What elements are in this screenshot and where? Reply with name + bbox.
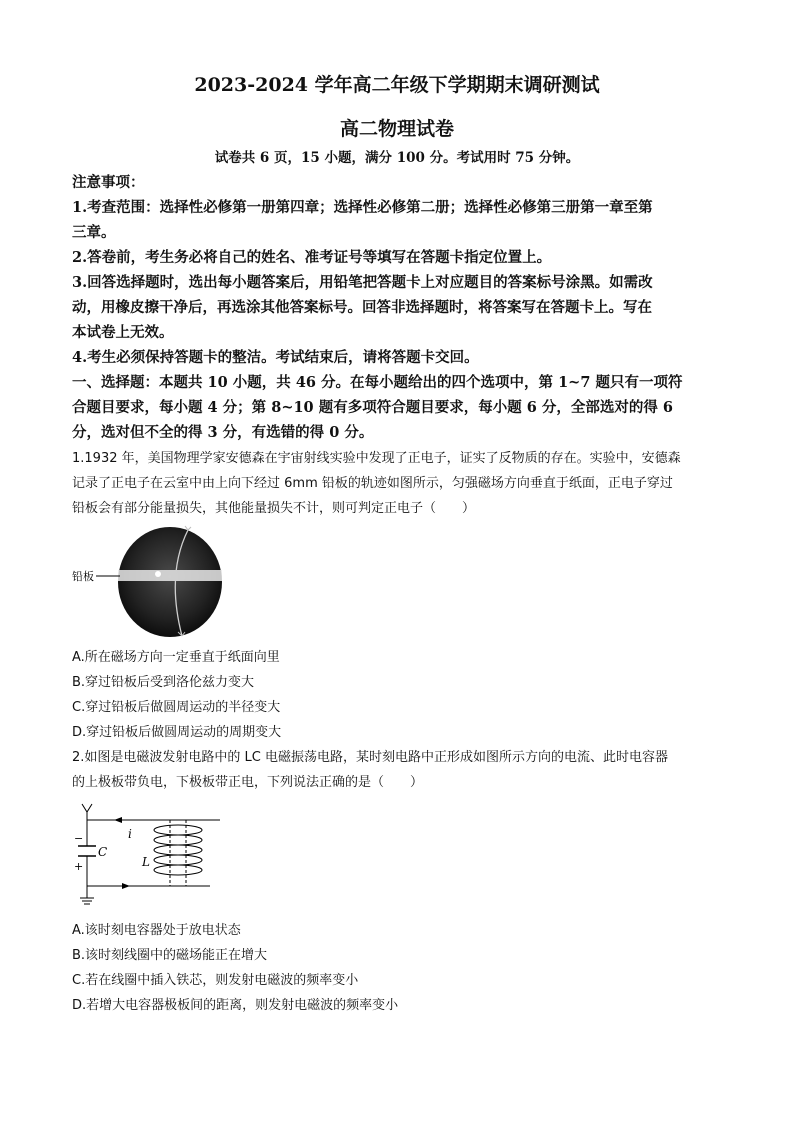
q1-option-a: A.所在磁场方向一定垂直于纸面向里 bbox=[72, 650, 280, 665]
current-label: i bbox=[128, 827, 132, 841]
q1-stem-line-2: 记录了正电子在云室中由上向下经过 6mm 铅板的轨迹如图所示，匀强磁场方向垂直于纸面，正电子穿过 bbox=[72, 476, 673, 491]
exam-info: 试卷共 6 页，15 小题，满分 100 分。考试用时 75 分钟。 bbox=[214, 150, 580, 166]
lead-plate bbox=[118, 570, 222, 581]
section1-line-2: 合题目要求，每小题 4 分；第 8~10 题有多项符合题目要求，每小题 6 分，全部选对的得 6 bbox=[72, 399, 674, 416]
note-2: 2.答卷前，考生务必将自己的姓名、准考证号等填写在答题卡指定位置上。 bbox=[72, 249, 552, 266]
q2-option-d: D.若增大电容器极板间的距离，则发射电磁波的频率变小 bbox=[72, 998, 399, 1013]
q2-stem-line-2: 的上极板带负电，下极板带正电，下列说法正确的是（ ） bbox=[72, 775, 424, 790]
question-1-stem bbox=[72, 446, 722, 521]
lc-circuit-figure bbox=[70, 798, 220, 918]
current-arrow-bottom bbox=[122, 883, 130, 889]
track-mark bbox=[155, 571, 161, 577]
antenna-icon bbox=[82, 804, 92, 820]
notes-section bbox=[72, 170, 722, 445]
exam-title: 2023-2024 学年高二年级下学期期末调研测试 bbox=[194, 74, 600, 96]
q1-stem-line-3: 铅板会有部分能量损失，其他能量损失不计，则可判定正电子（ ） bbox=[72, 501, 476, 516]
note-3-line-1: 3.回答选择题时，选出每小题答案后，用铅笔把答题卡上对应题目的答案标号涂黑。如需改 bbox=[72, 274, 653, 291]
note-4: 4.考生必须保持答题卡的整洁。考试结束后，请将答题卡交回。 bbox=[72, 349, 479, 366]
question-1-options bbox=[72, 645, 722, 745]
q1-option-b: B.穿过铅板后受到洛伦兹力变大 bbox=[72, 675, 255, 690]
q1-option-d: D.穿过铅板后做圆周运动的周期变大 bbox=[72, 725, 282, 740]
q2-option-c: C.若在线圈中插入铁芯，则发射电磁波的频率变小 bbox=[72, 973, 359, 988]
note-1-line-1: 1.考查范围：选择性必修第一册第四章；选择性必修第二册；选择性必修第三册第一章至第 bbox=[72, 199, 653, 216]
q2-option-a: A.该时刻电容器处于放电状态 bbox=[72, 923, 241, 938]
cloud-chamber-figure bbox=[70, 524, 230, 642]
question-2-options bbox=[72, 918, 722, 1018]
q2-stem-line-1: 2.如图是电磁波发射电路中的 LC 电磁振荡电路，某时刻电路中正形成如图所示方向的电流、此时电容器 bbox=[72, 750, 668, 765]
inductor-coil bbox=[154, 820, 202, 886]
question-2-stem bbox=[72, 745, 722, 795]
note-3-line-3: 本试卷上无效。 bbox=[72, 324, 174, 341]
current-arrow-top bbox=[114, 817, 122, 823]
note-3-line-2: 动，用橡皮擦干净后，再选涂其他答案标号。回答非选择题时，将答案写在答题卡上。写在 bbox=[72, 299, 652, 316]
cloud-chamber-disk bbox=[118, 527, 222, 637]
minus-sign: − bbox=[74, 832, 84, 845]
inductor-label: L bbox=[142, 855, 150, 869]
section1-line-1: 一、选择题：本题共 10 小题，共 46 分。在每小题给出的四个选项中，第 1~7 题只有一项符 bbox=[72, 374, 683, 391]
q1-stem-line-1: 1.1932 年，美国物理学家安德森在宇宙射线实验中发现了正电子，证实了反物质的存在。实验中，安德森 bbox=[72, 451, 681, 466]
capacitor-label: C bbox=[98, 845, 108, 859]
exam-subtitle: 高二物理试卷 bbox=[339, 118, 454, 140]
q1-option-c: C.穿过铅板后做圆周运动的半径变大 bbox=[72, 700, 281, 715]
notes-heading: 注意事项： bbox=[72, 174, 145, 191]
plus-sign: + bbox=[74, 860, 84, 873]
q2-option-b: B.该时刻线圈中的磁场能正在增大 bbox=[72, 948, 268, 963]
section1-line-3: 分，选对但不全的得 3 分，有选错的得 0 分。 bbox=[72, 424, 374, 441]
lead-plate-label: 铅板 bbox=[72, 570, 94, 583]
note-1-line-2: 三章。 bbox=[72, 224, 116, 241]
